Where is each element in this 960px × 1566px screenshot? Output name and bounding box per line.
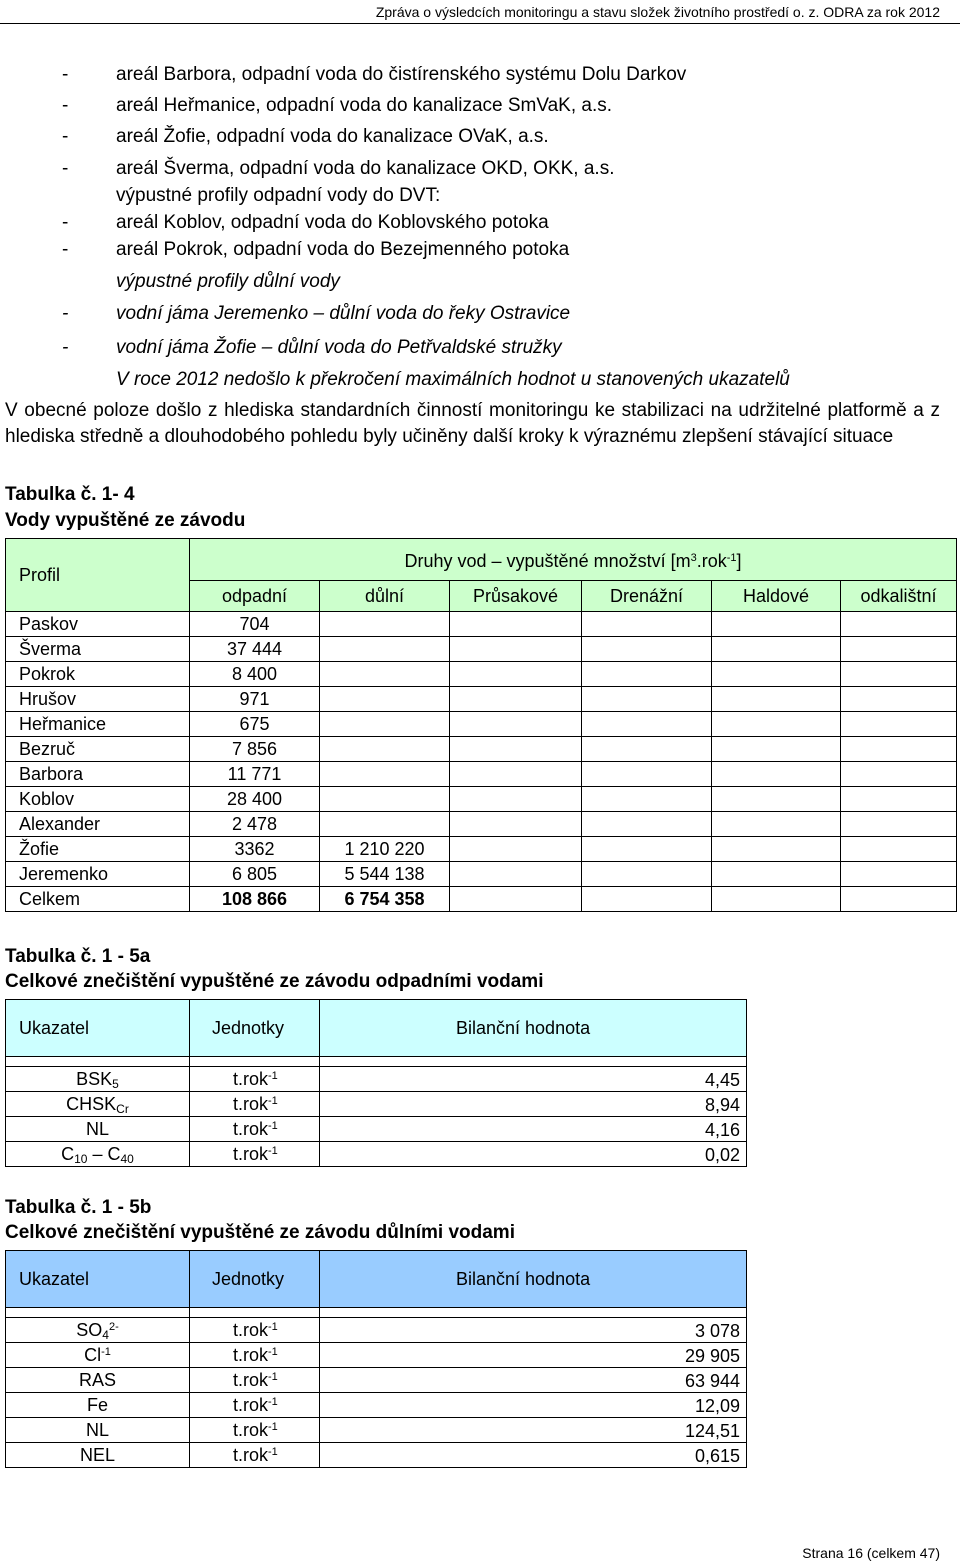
unit-sup: -1 xyxy=(268,1320,278,1333)
unit-sup: -1 xyxy=(268,1445,278,1458)
empty-cell xyxy=(712,737,841,762)
indicator-name: NEL xyxy=(79,1444,115,1465)
empty-cell xyxy=(712,662,841,687)
dulni-cell xyxy=(320,687,450,712)
empty-cell xyxy=(712,787,841,812)
dvt-heading: výpustné profily odpadní vody do DVT: xyxy=(116,185,441,206)
profil-cell: Heřmanice xyxy=(6,712,190,737)
bullet-text: areál Pokrok, odpadní voda do Bezejmenného potoka xyxy=(116,239,570,260)
dulni-cell xyxy=(320,637,450,662)
empty-cell xyxy=(841,887,957,912)
empty-cell xyxy=(582,762,712,787)
total-label: Celkem xyxy=(6,887,190,912)
indicator-cell xyxy=(6,1368,190,1393)
indicator-name: Cl xyxy=(84,1344,102,1365)
indicator-cell xyxy=(6,1067,190,1092)
empty-cell xyxy=(712,812,841,837)
indicator-cell xyxy=(6,1418,190,1443)
bullet-item xyxy=(62,303,570,325)
spacer-cell xyxy=(320,1057,747,1067)
dulni-cell xyxy=(320,712,450,737)
table5a-number: Tabulka č. 1 - 5a xyxy=(5,946,151,967)
profil-cell: Barbora xyxy=(6,762,190,787)
indicator-name: NL xyxy=(85,1419,109,1440)
value-cell: 8,94 xyxy=(320,1092,747,1117)
bullet-text: areál Barbora, odpadní voda do čistírenského systému Dolu Darkov xyxy=(116,64,687,85)
group-header-unit: .rok xyxy=(696,550,727,571)
spacer-row xyxy=(6,1057,747,1067)
profil-header: Profil xyxy=(6,539,190,612)
total-dulni: 6 754 358 xyxy=(320,887,450,912)
group-header xyxy=(190,539,957,581)
group-header-text: Druhy vod – vypuštěné množství [m xyxy=(404,550,691,571)
table-row xyxy=(6,1142,747,1167)
indicator-sub: 10 xyxy=(74,1151,88,1166)
column-header: odpadní xyxy=(190,581,320,612)
bullet-text: areál Heřmanice, odpadní voda do kanalizace SmVaK, a.s. xyxy=(116,95,613,116)
unit-cell xyxy=(190,1343,320,1368)
bullet-text: vodní jáma Žofie – důlní voda do Petřvaldské stružky xyxy=(116,337,562,358)
empty-cell xyxy=(450,637,582,662)
empty-cell xyxy=(582,612,712,637)
table-row xyxy=(6,1067,747,1092)
unit-text: t.rok xyxy=(233,1419,269,1440)
empty-cell xyxy=(450,762,582,787)
group-header-end: ] xyxy=(736,550,742,571)
unit-cell xyxy=(190,1092,320,1117)
empty-cell xyxy=(450,837,582,862)
odpadni-cell: 2 478 xyxy=(190,812,320,837)
profil-cell: Koblov xyxy=(6,787,190,812)
profil-cell: Jeremenko xyxy=(6,862,190,887)
empty-cell xyxy=(712,712,841,737)
empty-cell xyxy=(712,862,841,887)
column-header: Bilanční hodnota xyxy=(320,1000,747,1057)
empty-cell xyxy=(450,812,582,837)
indicator-name: Fe xyxy=(86,1394,108,1415)
empty-cell xyxy=(450,787,582,812)
empty-cell xyxy=(712,762,841,787)
indicator-name: SO xyxy=(76,1319,103,1340)
value-cell: 124,51 xyxy=(320,1418,747,1443)
column-header: Ukazatel xyxy=(6,1000,190,1057)
bullet-dash: - xyxy=(62,64,69,85)
empty-cell xyxy=(450,612,582,637)
empty-cell xyxy=(450,737,582,762)
table-row xyxy=(6,1092,747,1117)
value-cell: 4,45 xyxy=(320,1067,747,1092)
bullet-dash: - xyxy=(62,95,69,116)
empty-cell xyxy=(582,737,712,762)
unit-text: t.rok xyxy=(233,1394,269,1415)
bullet-dash: - xyxy=(62,212,69,233)
bullet-item xyxy=(62,126,549,148)
empty-cell xyxy=(582,787,712,812)
column-header: Ukazatel xyxy=(6,1251,190,1308)
bullet-item xyxy=(62,212,549,234)
indicator-name: C xyxy=(107,1143,121,1164)
table-pollution-minewater xyxy=(5,1250,747,1468)
empty-cell xyxy=(450,712,582,737)
value-cell: 0,615 xyxy=(320,1443,747,1468)
dulni-cell xyxy=(320,737,450,762)
indicator-cell xyxy=(6,1393,190,1418)
unit-sup: -1 xyxy=(268,1345,278,1358)
odpadni-cell: 704 xyxy=(190,612,320,637)
empty-cell xyxy=(841,837,957,862)
table5b-number: Tabulka č. 1 - 5b xyxy=(5,1197,152,1218)
unit-cell xyxy=(190,1368,320,1393)
table-row xyxy=(6,837,957,862)
dulni-cell xyxy=(320,662,450,687)
bullet-item xyxy=(62,158,615,180)
spacer-cell xyxy=(6,1308,190,1318)
empty-cell xyxy=(841,737,957,762)
unit-sup: -1 xyxy=(268,1119,278,1132)
table-pollution-wastewater xyxy=(5,999,747,1167)
spacer-cell xyxy=(190,1057,320,1067)
value-cell: 63 944 xyxy=(320,1368,747,1393)
unit-cell xyxy=(190,1443,320,1468)
column-header: Průsakové xyxy=(450,581,582,612)
mine-heading: výpustné profily důlní vody xyxy=(116,271,340,292)
dulni-cell xyxy=(320,787,450,812)
empty-cell xyxy=(582,637,712,662)
odpadni-cell: 37 444 xyxy=(190,637,320,662)
empty-cell xyxy=(712,637,841,662)
odpadni-cell: 28 400 xyxy=(190,787,320,812)
table-row xyxy=(6,687,957,712)
value-cell: 4,16 xyxy=(320,1117,747,1142)
empty-cell xyxy=(712,687,841,712)
profil-cell: Žofie xyxy=(6,837,190,862)
indicator-sub: 5 xyxy=(112,1076,119,1091)
value-cell: 0,02 xyxy=(320,1142,747,1167)
empty-cell xyxy=(841,662,957,687)
bullet-text: areál Žofie, odpadní voda do kanalizace OVaK, a.s. xyxy=(116,126,549,147)
indicator-name: BSK xyxy=(76,1068,113,1089)
unit-text: t.rok xyxy=(233,1143,269,1164)
dulni-cell xyxy=(320,812,450,837)
empty-cell xyxy=(582,712,712,737)
table-row xyxy=(6,1368,747,1393)
indicator-sup: -1 xyxy=(101,1345,111,1358)
indicator-name: C xyxy=(61,1143,75,1164)
unit-text: t.rok xyxy=(233,1118,269,1139)
indicator-sub: Cr xyxy=(116,1101,129,1116)
bullet-item xyxy=(62,95,612,117)
table4-title: Vody vypuštěné ze závodu xyxy=(5,510,246,531)
empty-cell xyxy=(712,837,841,862)
profil-cell: Hrušov xyxy=(6,687,190,712)
bullet-dash: - xyxy=(62,239,69,260)
profil-cell: Alexander xyxy=(6,812,190,837)
indicator-sup: 2- xyxy=(108,1320,119,1333)
unit-cell xyxy=(190,1418,320,1443)
empty-cell xyxy=(582,837,712,862)
empty-cell xyxy=(841,612,957,637)
table4-number: Tabulka č. 1- 4 xyxy=(5,484,135,505)
table5a-title: Celkové znečištění vypuštěné ze závodu odpadními vodami xyxy=(5,971,544,992)
indicator-name: NL xyxy=(85,1118,109,1139)
spacer-row xyxy=(6,1308,747,1318)
bullet-item xyxy=(62,239,569,261)
table-row xyxy=(6,1117,747,1142)
table-row xyxy=(6,1443,747,1468)
indicator-name: CHSK xyxy=(66,1093,117,1114)
spacer-cell xyxy=(190,1308,320,1318)
indicator-sub: 40 xyxy=(120,1151,134,1166)
dulni-cell: 5 544 138 xyxy=(320,862,450,887)
empty-cell xyxy=(841,637,957,662)
bullet-item xyxy=(62,337,562,359)
table-row xyxy=(6,712,957,737)
column-header: Jednotky xyxy=(190,1251,320,1308)
table-row xyxy=(6,662,957,687)
indicator-cell xyxy=(6,1318,190,1343)
bullet-text: areál Šverma, odpadní voda do kanalizace OKD, OKK, a.s. xyxy=(116,158,615,179)
indicator-cell xyxy=(6,1142,190,1167)
group-header-sup: 3 xyxy=(690,551,697,564)
table-row xyxy=(6,787,957,812)
value-cell: 29 905 xyxy=(320,1343,747,1368)
unit-cell xyxy=(190,1067,320,1092)
empty-cell xyxy=(450,687,582,712)
value-cell: 3 078 xyxy=(320,1318,747,1343)
table-row xyxy=(6,812,957,837)
table-row xyxy=(6,637,957,662)
unit-sup: -1 xyxy=(268,1069,278,1082)
empty-cell xyxy=(841,687,957,712)
empty-cell xyxy=(582,887,712,912)
unit-text: t.rok xyxy=(233,1068,269,1089)
empty-cell xyxy=(841,762,957,787)
empty-cell xyxy=(450,887,582,912)
unit-cell xyxy=(190,1393,320,1418)
dulni-cell xyxy=(320,762,450,787)
unit-sup: -1 xyxy=(268,1144,278,1157)
unit-sup: -1 xyxy=(268,1370,278,1383)
table-row xyxy=(6,1393,747,1418)
indicator-cell xyxy=(6,1443,190,1468)
empty-cell xyxy=(450,662,582,687)
odpadni-cell: 3362 xyxy=(190,837,320,862)
table-row xyxy=(6,762,957,787)
unit-text: t.rok xyxy=(233,1344,269,1365)
bullet-item xyxy=(62,64,686,86)
odpadni-cell: 971 xyxy=(190,687,320,712)
column-header: důlní xyxy=(320,581,450,612)
profil-cell: Paskov xyxy=(6,612,190,637)
header-rule xyxy=(0,23,960,24)
unit-text: t.rok xyxy=(233,1093,269,1114)
empty-cell xyxy=(841,862,957,887)
empty-cell xyxy=(841,712,957,737)
empty-cell xyxy=(712,612,841,637)
bullet-dash: - xyxy=(62,303,69,324)
body-paragraph: V obecné poloze došlo z hlediska standardních činností monitoringu ke stabilizaci na udržitelné platformě a z hlediska středně a dlouhodobého pohledu byly učiněny další kroky k výraznému zlepšení stávající situace xyxy=(5,400,940,447)
unit-cell xyxy=(190,1142,320,1167)
table-row xyxy=(6,612,957,637)
profil-cell: Bezruč xyxy=(6,737,190,762)
column-header: Drenážní xyxy=(582,581,712,612)
indicator-name: RAS xyxy=(78,1369,116,1390)
empty-cell xyxy=(582,812,712,837)
empty-cell xyxy=(582,662,712,687)
column-header: Bilanční hodnota xyxy=(320,1251,747,1308)
column-header: Jednotky xyxy=(190,1000,320,1057)
unit-sup: -1 xyxy=(268,1395,278,1408)
table-row xyxy=(6,737,957,762)
dulni-cell xyxy=(320,612,450,637)
odpadni-cell: 675 xyxy=(190,712,320,737)
bullet-dash: - xyxy=(62,126,69,147)
empty-cell xyxy=(712,887,841,912)
indicator-cell xyxy=(6,1343,190,1368)
profil-cell: Šverma xyxy=(6,637,190,662)
bullet-text: areál Koblov, odpadní voda do Koblovského potoka xyxy=(116,212,549,233)
group-header-sup: -1 xyxy=(726,551,737,564)
unit-text: t.rok xyxy=(233,1319,269,1340)
bullet-dash: - xyxy=(62,337,69,358)
unit-cell xyxy=(190,1117,320,1142)
column-header: Haldové xyxy=(712,581,841,612)
empty-cell xyxy=(450,862,582,887)
table-row xyxy=(6,862,957,887)
unit-sup: -1 xyxy=(268,1420,278,1433)
empty-cell xyxy=(582,862,712,887)
empty-cell xyxy=(841,787,957,812)
table-waters-discharged xyxy=(5,538,957,912)
table-row xyxy=(6,1418,747,1443)
total-odpadni: 108 866 xyxy=(190,887,320,912)
table5b-title: Celkové znečištění vypuštěné ze závodu důlními vodami xyxy=(5,1222,515,1243)
indicator-sub: 4 xyxy=(102,1327,109,1342)
indicator-range-dash: – xyxy=(87,1143,108,1164)
table-row xyxy=(6,1318,747,1343)
odpadni-cell: 8 400 xyxy=(190,662,320,687)
column-header: odkalištní xyxy=(841,581,957,612)
unit-text: t.rok xyxy=(233,1369,269,1390)
odpadni-cell: 7 856 xyxy=(190,737,320,762)
empty-cell xyxy=(582,687,712,712)
table-row xyxy=(6,1343,747,1368)
odpadni-cell: 11 771 xyxy=(190,762,320,787)
spacer-cell xyxy=(320,1308,747,1318)
unit-text: t.rok xyxy=(233,1444,269,1465)
spacer-cell xyxy=(6,1057,190,1067)
table-total-row xyxy=(6,887,957,912)
profil-cell: Pokrok xyxy=(6,662,190,687)
page-footer: Strana 16 (celkem 47) xyxy=(802,1545,940,1561)
page-header: Zpráva o výsledcích monitoringu a stavu složek životního prostředí o. z. ODRA za rok 2012 xyxy=(375,4,940,20)
indicator-cell xyxy=(6,1092,190,1117)
empty-cell xyxy=(841,812,957,837)
odpadni-cell: 6 805 xyxy=(190,862,320,887)
value-cell: 12,09 xyxy=(320,1393,747,1418)
bullet-dash: - xyxy=(62,158,69,179)
indicator-cell xyxy=(6,1117,190,1142)
unit-cell xyxy=(190,1318,320,1343)
unit-sup: -1 xyxy=(268,1094,278,1107)
mine-note: V roce 2012 nedošlo k překročení maximálních hodnot u stanovených ukazatelů xyxy=(116,369,790,390)
dulni-cell: 1 210 220 xyxy=(320,837,450,862)
bullet-text: vodní jáma Jeremenko – důlní voda do řeky Ostravice xyxy=(116,303,571,324)
